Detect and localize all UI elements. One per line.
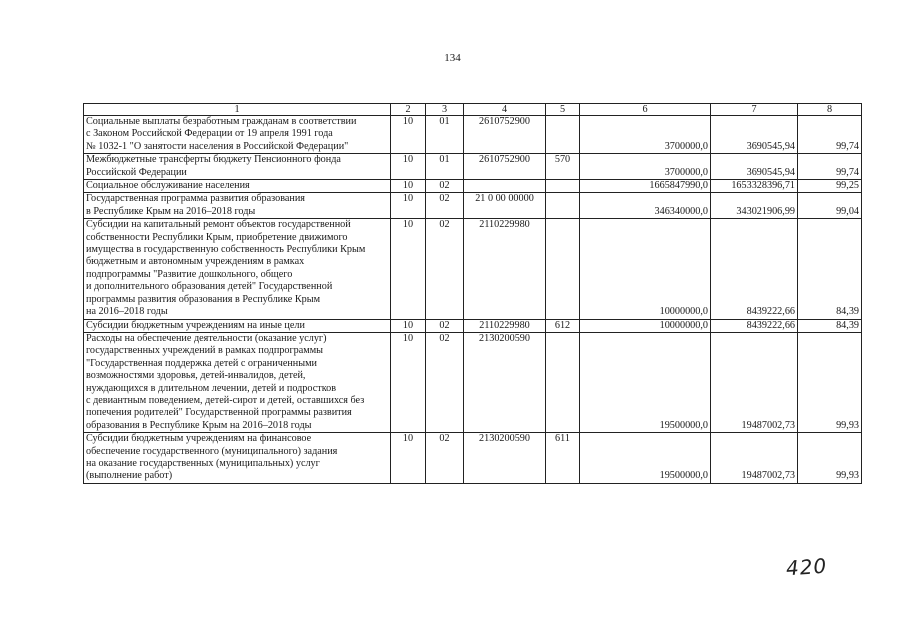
executed-amount-cell: 1653328396,71	[711, 180, 798, 193]
subsection-code-cell: 02	[426, 332, 464, 432]
column-header: 8	[798, 104, 862, 116]
target-article-cell: 2110229980	[464, 219, 546, 319]
expense-type-cell: 611	[546, 433, 580, 484]
column-header: 2	[391, 104, 426, 116]
execution-percent-cell: 99,74	[798, 154, 862, 180]
page-number: 134	[444, 52, 461, 64]
target-article-cell: 2610752900	[464, 116, 546, 154]
row-name-cell: Государственная программа развития образования в Республике Крым на 2016–2018 годы	[84, 193, 391, 219]
executed-amount-cell: 19487002,73	[711, 332, 798, 432]
executed-amount-cell: 19487002,73	[711, 433, 798, 484]
subsection-code-cell: 01	[426, 154, 464, 180]
executed-amount-cell: 8439222,66	[711, 219, 798, 319]
target-article-cell: 2130200590	[464, 433, 546, 484]
execution-percent-cell: 99,93	[798, 332, 862, 432]
expense-type-cell	[546, 193, 580, 219]
subsection-code-cell: 02	[426, 193, 464, 219]
executed-amount-cell: 8439222,66	[711, 319, 798, 332]
subsection-code-cell: 02	[426, 219, 464, 319]
section-code-cell: 10	[391, 219, 426, 319]
table-row	[84, 193, 862, 219]
section-code-cell: 10	[391, 433, 426, 484]
row-name-cell: Субсидии бюджетным учреждениям на финансовое обеспечение государственного (муниципального) задания на оказание государственных (муниципальных) услуг (выполнение работ)	[84, 433, 391, 484]
column-header: 3	[426, 104, 464, 116]
section-code-cell: 10	[391, 154, 426, 180]
approved-amount-cell: 19500000,0	[580, 332, 711, 432]
section-code-cell: 10	[391, 332, 426, 432]
table-row	[84, 332, 862, 432]
subsection-code-cell: 01	[426, 116, 464, 154]
handwritten-page-note: 420	[785, 553, 828, 581]
column-header: 4	[464, 104, 546, 116]
target-article-cell: 2130200590	[464, 332, 546, 432]
section-code-cell: 10	[391, 180, 426, 193]
execution-percent-cell: 99,25	[798, 180, 862, 193]
target-article-cell: 2110229980	[464, 319, 546, 332]
row-name-cell: Субсидии бюджетным учреждениям на иные цели	[84, 319, 391, 332]
budget-table	[83, 103, 862, 484]
subsection-code-cell: 02	[426, 180, 464, 193]
approved-amount-cell: 346340000,0	[580, 193, 711, 219]
approved-amount-cell: 10000000,0	[580, 319, 711, 332]
row-name-cell: Межбюджетные трансферты бюджету Пенсионного фонда Российской Федерации	[84, 154, 391, 180]
approved-amount-cell: 1665847990,0	[580, 180, 711, 193]
table-row	[84, 154, 862, 180]
target-article-cell	[464, 180, 546, 193]
target-article-cell: 2610752900	[464, 154, 546, 180]
approved-amount-cell: 19500000,0	[580, 433, 711, 484]
expense-type-cell: 612	[546, 319, 580, 332]
table-row	[84, 319, 862, 332]
expense-type-cell	[546, 116, 580, 154]
target-article-cell: 21 0 00 00000	[464, 193, 546, 219]
executed-amount-cell: 3690545,94	[711, 154, 798, 180]
table-row	[84, 433, 862, 484]
executed-amount-cell: 343021906,99	[711, 193, 798, 219]
approved-amount-cell: 3700000,0	[580, 154, 711, 180]
execution-percent-cell: 99,04	[798, 193, 862, 219]
expense-type-cell: 570	[546, 154, 580, 180]
column-header: 5	[546, 104, 580, 116]
column-header: 7	[711, 104, 798, 116]
section-code-cell: 10	[391, 319, 426, 332]
table-row	[84, 116, 862, 154]
approved-amount-cell: 10000000,0	[580, 219, 711, 319]
execution-percent-cell: 99,74	[798, 116, 862, 154]
expense-type-cell	[546, 180, 580, 193]
row-name-cell: Социальные выплаты безработным гражданам в соответствии с Законом Российской Федерации от 19 апреля 1991 года № 1032-1 "О занятости населения в Российской Федерации"	[84, 116, 391, 154]
section-code-cell: 10	[391, 116, 426, 154]
table-row	[84, 219, 862, 319]
expense-type-cell	[546, 219, 580, 319]
table-header-row	[84, 104, 862, 116]
execution-percent-cell: 84,39	[798, 319, 862, 332]
expense-type-cell	[546, 332, 580, 432]
approved-amount-cell: 3700000,0	[580, 116, 711, 154]
column-header: 1	[84, 104, 391, 116]
row-name-cell: Социальное обслуживание населения	[84, 180, 391, 193]
row-name-cell: Расходы на обеспечение деятельности (оказание услуг) государственных учреждений в рамках подпрограммы "Государственная поддержка детей с ограниченными возможностями здоровья, детей-инвалидов, детей, нуждающихся в длительном лечении, детей и подростков с девиантным поведением, детей-сирот и детей, оставшихся без попечения родителей" Государственной программы развития образования в Республике Крым на 2016–2018 годы	[84, 332, 391, 432]
row-name-cell: Субсидии на капитальный ремонт объектов государственной собственности Республики Крым, приобретение движимого имущества в государственную собственность Республики Крым бюджетным и автономным учреждениям в рамках подпрограммы "Развитие дошкольного, общего и дополнительного образования детей" Государственной программы развития образования в Республике Крым на 2016–2018 годы	[84, 219, 391, 319]
executed-amount-cell: 3690545,94	[711, 116, 798, 154]
column-header: 6	[580, 104, 711, 116]
table-row	[84, 180, 862, 193]
subsection-code-cell: 02	[426, 319, 464, 332]
section-code-cell: 10	[391, 193, 426, 219]
execution-percent-cell: 84,39	[798, 219, 862, 319]
subsection-code-cell: 02	[426, 433, 464, 484]
execution-percent-cell: 99,93	[798, 433, 862, 484]
